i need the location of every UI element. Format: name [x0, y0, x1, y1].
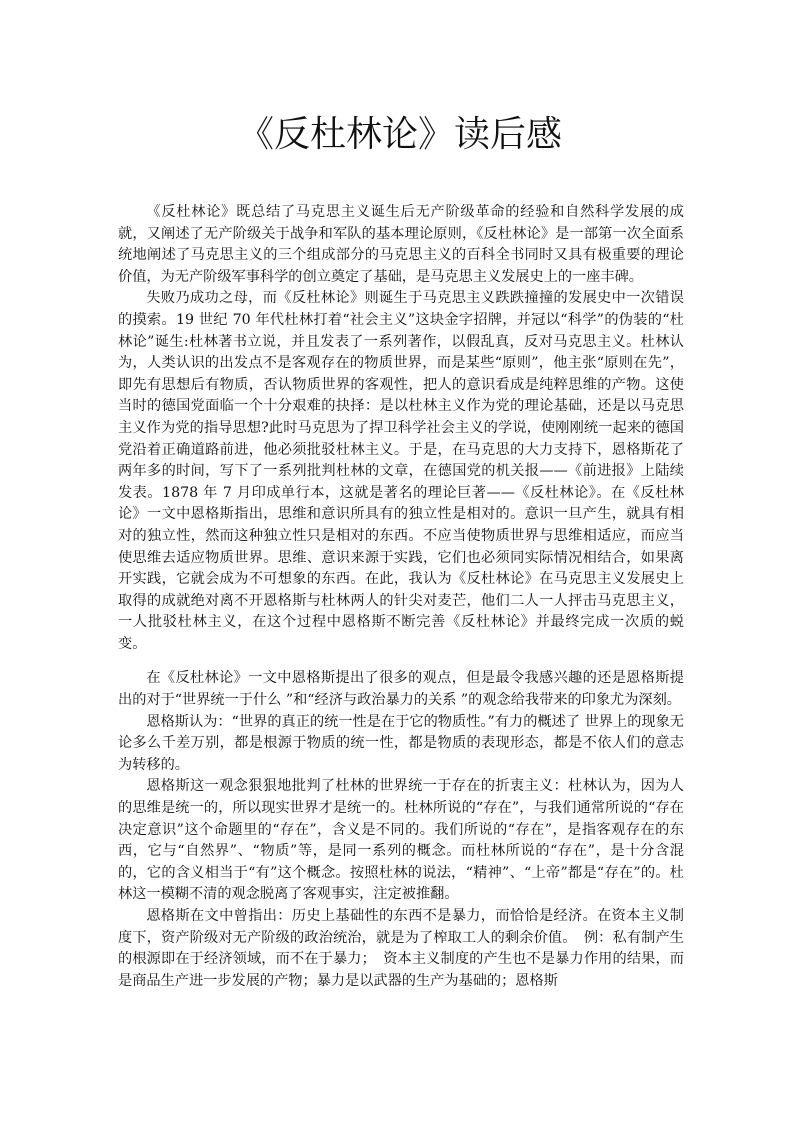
paragraph: 恩格斯在文中曾指出：历史上基础性的东西不是暴力，而恰恰是经济。在资本主义制度下，资产阶级对无产阶级的政治统治，就是为了榨取工人的剩余价值。 例：私有制产生的根源即在于经济领域，而不在于暴力； 资本主义制度的产生也不是暴力作用的结果，而是商品生产进一步发展的产物；暴力是以武器的生产为基础的；恩格斯: [118, 908, 684, 989]
paragraph: 在《反杜林论》一文中恩格斯提出了很多的观点，但是最令我感兴趣的还是恩格斯提出的对于“世界统一于什么 ”和“经济与政治暴力的关系 ”的观念给我带来的印象尤为深刻。: [118, 670, 684, 709]
document-title: 《反杜林论》读后感: [237, 114, 562, 155]
paragraph: 《反杜林论》既总结了马克思主义诞生后无产阶级革命的经验和自然科学发展的成就，又阐述了无产阶级关于战争和军队的基本理论原则，《反杜林论》是一部第一次全面系统地阐述了马克思主义的三个组成部分的马克思主义的百科全书同时又具有极重要的理论价值，为无产阶级军事科学的创立奠定了基础，是马克思主义发展史上的一座丰碑。: [118, 204, 684, 285]
paragraph: 恩格斯认为：“世界的真正的统一性是在于它的物质性。”有力的概述了 世界上的现象无论多么千差万别，都是根源于物质的统一性，都是物质的表现形态，都是不依人们的意志为转移的。: [118, 713, 684, 773]
paragraph: 失败乃成功之母，而《反杜林论》则诞生于马克思主义跌跌撞撞的发展史中一次错误的摸索。19 世纪 70 年代杜林打着“社会主义”这块金字招牌，并冠以“科学”的伪装的“杜林论”诞生:杜林著书立说，并且发表了一系列著作，以假乱真，反对马克思主义。杜林认为，人类认识的出发点不是客观存在的物质世界，而是某些“原则”，他主张“原则在先”，即先有思想后有物质，否认物质世界的客观性，把人的意识看成是纯粹思维的产物。这使当时的德国党面临一个十分艰难的抉择：是以杜林主义作为党的理论基础，还是以马克思主义作为党的指导思想?此时马克思为了捍卫科学社会主义的学说，使刚刚统一起来的德国党沿着正确道路前进，他必须批驳杜林主义。于是，在马克思的大力支持下，恩格斯花了两年多的时间，写下了一系列批判杜林的文章，在德国党的机关报——《前进报》上陆续发表。1878 年 7 月印成单行本，这就是著名的理论巨著——《反杜林论》。在《反杜林论》一文中恩格斯指出，思维和意识所具有的独立性是相对的。意识一旦产生，就具有相对的独立性，然而这种独立性只是相对的东西。不应当使物质世界与思维相适应，而应当使思维去适应物质世界。思维、意识来源于实践，它们也必须同实际情况相结合，如果离开实践，它就会成为不可想象的东西。在此，我认为《反杜林论》在马克思主义发展史上取得的成就绝对离不开恩格斯与杜林两人的针尖对麦芒，他们二人一人抨击马克思主义，一人批驳杜林主义，在这个过程中恩格斯不断完善《反杜林论》并最终完成一次质的蜕变。: [118, 290, 684, 652]
paragraph: 恩格斯这一观念狠狠地批判了杜林的世界统一于存在的折衷主义：杜林认为，因为人的思维是统一的，所以现实世界才是统一的。杜林所说的“存在”，与我们通常所说的“存在决定意识”这个命题里的“存在”，含义是不同的。我们所说的“存在”，是指客观存在的东西，它与“自然界”、“物质”等，是同一系列的概念。而杜林所说的“存在”，是十分含混的，它的含义相当于“有”这个概念。按照杜林的说法，“精神”、“上帝”都是“存在”的。杜林这一模糊不清的观念脱离了客观事实，注定被推翻。: [118, 778, 684, 903]
document-body: [118, 202, 684, 992]
